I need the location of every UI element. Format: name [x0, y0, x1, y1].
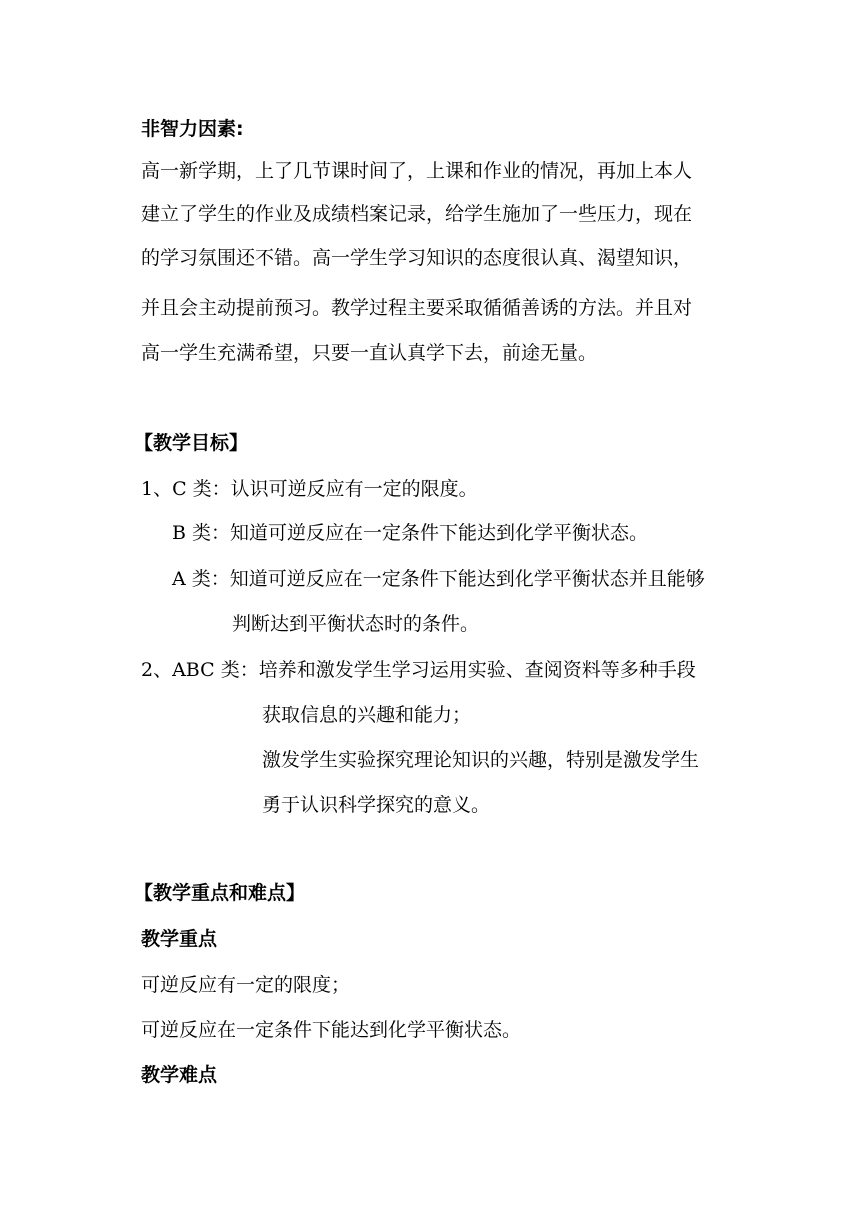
- paragraph-line: 并且会主动提前预习。教学过程主要采取循循善诱的方法。并且对: [141, 297, 693, 319]
- paragraph-line: 建立了学生的作业及成绩档案记录，给学生施加了一些压力，现在: [141, 203, 693, 225]
- goal-item-abc-continued: 获取信息的兴趣和能力；: [262, 704, 472, 726]
- paragraph-line: 高一新学期，上了几节课时间了，上课和作业的情况，再加上本人: [141, 160, 693, 182]
- goal-item-c: 1、C 类：认识可逆反应有一定的限度。: [141, 478, 478, 500]
- difficulty-title: 教学难点: [141, 1064, 218, 1086]
- key-point-line: 可逆反应在一定条件下能达到化学平衡状态。: [141, 1019, 522, 1041]
- goals-heading: 【教学目标】: [134, 432, 249, 454]
- goal-item-abc-continued: 勇于认识科学探究的意义。: [262, 794, 491, 816]
- key-point-line: 可逆反应有一定的限度；: [141, 974, 351, 996]
- key-points-heading: 【教学重点和难点】: [134, 882, 306, 904]
- goal-item-a: A 类：知道可逆反应在一定条件下能达到化学平衡状态并且能够: [172, 568, 705, 590]
- paragraph-line: 的学习氛围还不错。高一学生学习知识的态度很认真、渴望知识，: [141, 247, 693, 269]
- key-points-title: 教学重点: [141, 928, 218, 950]
- goal-item-abc: 2、ABC 类：培养和激发学生学习运用实验、查阅资料等多种手段: [141, 659, 696, 681]
- goal-item-a-continued: 判断达到平衡状态时的条件。: [232, 613, 480, 635]
- goal-item-abc-continued: 激发学生实验探究理论知识的兴趣，特别是激发学生: [262, 749, 700, 771]
- goal-item-b: B 类：知道可逆反应在一定条件下能达到化学平衡状态。: [172, 522, 649, 544]
- nonintellectual-heading: 非智力因素:: [141, 118, 244, 140]
- paragraph-line: 高一学生充满希望，只要一直认真学下去，前途无量。: [141, 342, 598, 364]
